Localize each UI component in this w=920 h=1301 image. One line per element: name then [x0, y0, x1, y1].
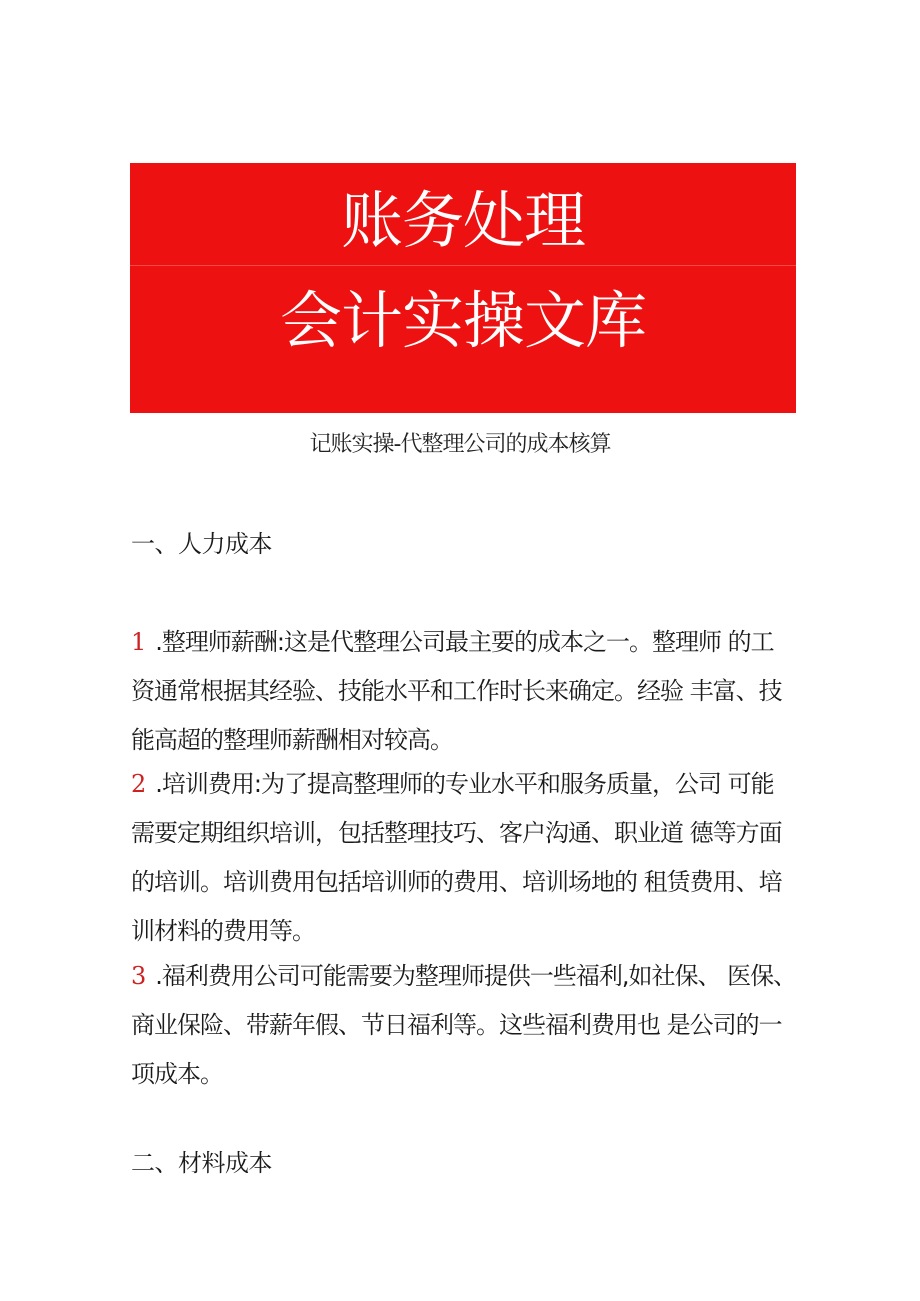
- paragraph-line: 商业保险、带薪年假、节日福利等。这些福利费用也 是公司的一: [131, 1011, 782, 1039]
- paragraph-text: .培训费用:为了提高整理师的专业水平和服务质量，公司 可能: [155, 770, 774, 798]
- banner-divider: [130, 265, 796, 266]
- paragraph-line: 能高超的整理师薪酬相对较高。: [131, 726, 453, 754]
- item-number: 1: [131, 628, 146, 656]
- document-subtitle: 记账实操-代整理公司的成本核算: [309, 432, 611, 457]
- paragraph-line: 的培训。培训费用包括培训师的费用、培训场地的 租赁费用、培: [131, 868, 782, 896]
- section-heading-labor-cost: 一、人力成本: [131, 530, 272, 558]
- paragraph-line: 训材料的费用等。: [131, 917, 315, 945]
- banner-title-line-2: 会计实操文库: [279, 284, 646, 357]
- paragraph-line: 资通常根据其经验、技能水平和工作时长来确定。经验 丰富、技: [131, 677, 782, 705]
- title-banner: [130, 163, 796, 413]
- list-item-training: [131, 760, 801, 956]
- paragraph-line: [131, 618, 801, 667]
- item-number: 3: [131, 962, 146, 990]
- list-item-benefits: [131, 952, 801, 1099]
- paragraph-line: [131, 760, 801, 809]
- section-heading-material-cost: 二、材料成本: [131, 1149, 272, 1177]
- paragraph-line: 项成本。: [131, 1060, 223, 1088]
- paragraph-line: 需要定期组织培训，包括整理技巧、客户沟通、职业道 德等方面: [131, 819, 782, 847]
- paragraph-line: [131, 952, 801, 1001]
- list-item-salary: [131, 618, 801, 765]
- item-number: 2: [131, 770, 146, 798]
- banner-title-line-1: 账务处理: [340, 184, 585, 257]
- paragraph-text: .福利费用公司可能需要为整理师提供一些福利,如社保、 医保、: [155, 962, 797, 990]
- paragraph-text: .整理师薪酬:这是代整理公司最主要的成本之一。整理师 的工: [155, 628, 774, 656]
